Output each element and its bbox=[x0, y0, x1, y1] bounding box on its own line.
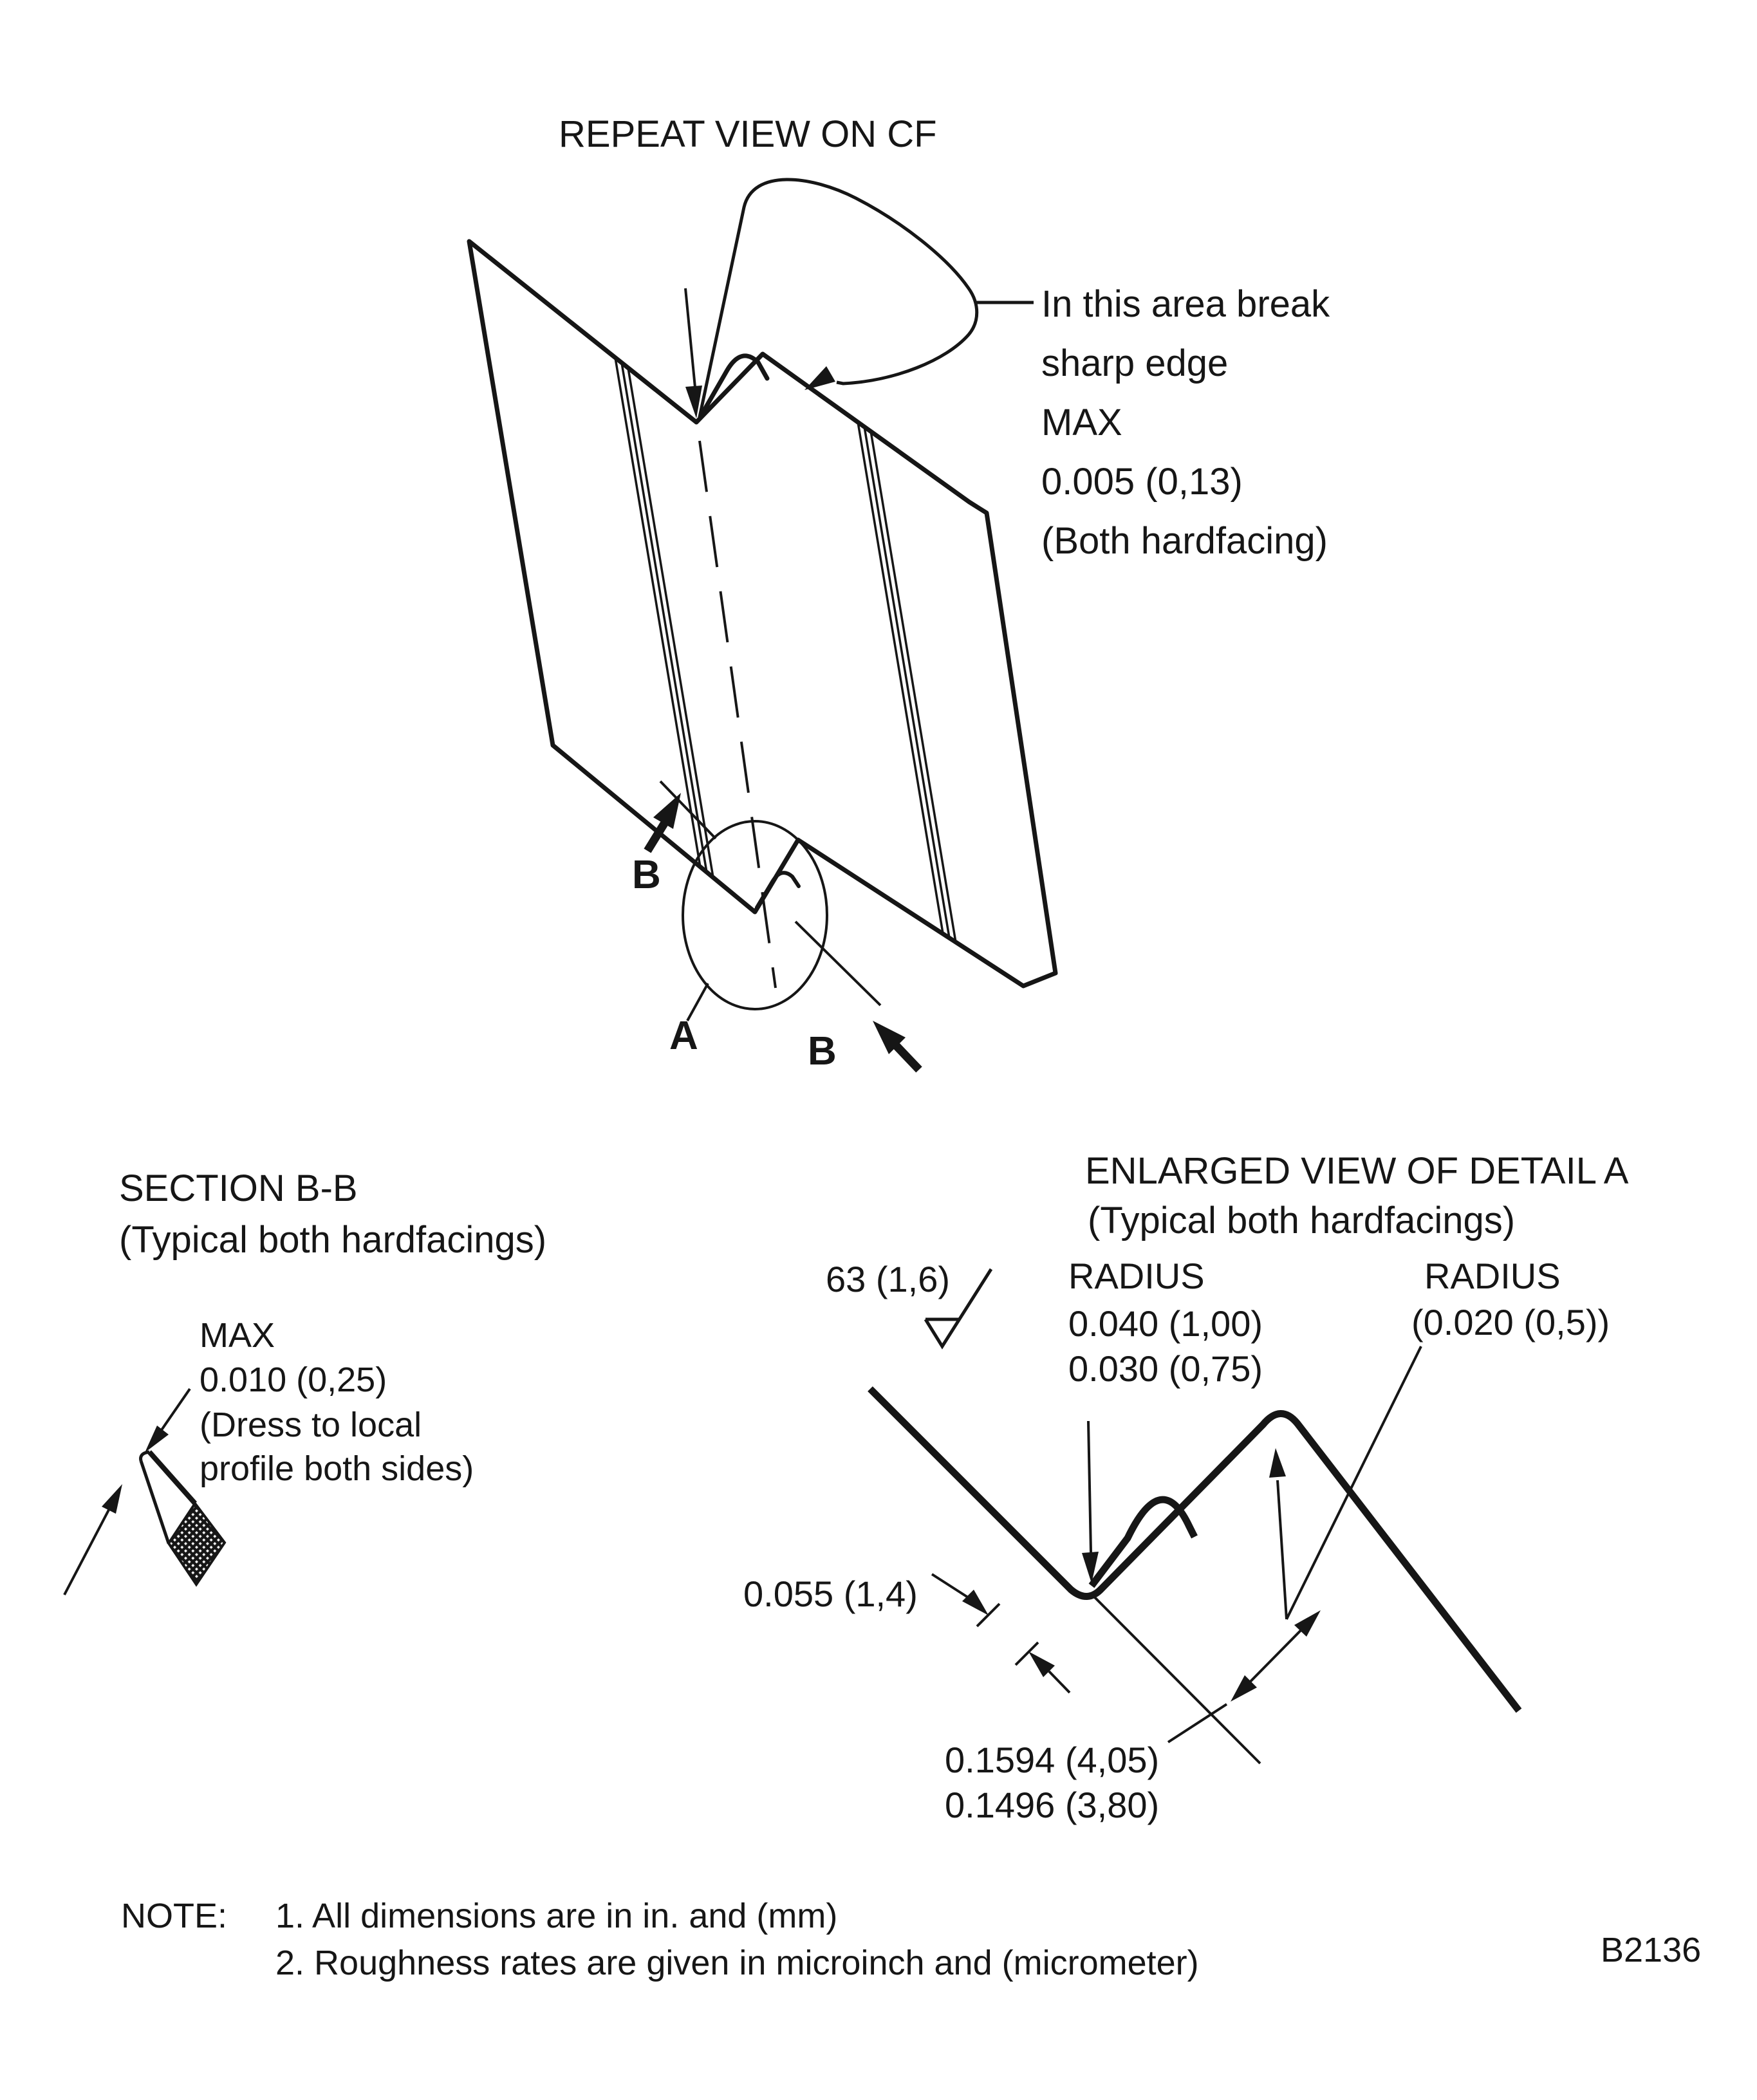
hardfacing-strip-right bbox=[858, 422, 956, 942]
hardfacing-strip-line bbox=[871, 431, 956, 942]
notes-label: NOTE: bbox=[121, 1897, 228, 1935]
annotation-line: MAX bbox=[1041, 402, 1122, 443]
notch-pointer-line bbox=[685, 288, 695, 387]
hardfacing-strip-line bbox=[615, 358, 700, 867]
detail-circle bbox=[683, 821, 827, 1009]
section-bb-callout-line: profile both sides) bbox=[200, 1449, 474, 1488]
radius-right-arrow-shaft bbox=[1278, 1480, 1287, 1619]
roughness-value: 63 (1,6) bbox=[826, 1259, 950, 1299]
section-bb-callout-line: MAX bbox=[200, 1316, 275, 1355]
section-cut-line bbox=[795, 922, 880, 1005]
enlarged-title: ENLARGED VIEW OF DETAIL A bbox=[1085, 1150, 1629, 1192]
blade-tip bbox=[141, 1452, 149, 1461]
view-labels bbox=[632, 853, 837, 1073]
dim-depth-value: 0.055 (1,4) bbox=[743, 1574, 918, 1614]
hardfacing-strip-line bbox=[622, 363, 707, 872]
blade-back-line bbox=[141, 1461, 169, 1543]
label-b-bottom: B bbox=[808, 1029, 837, 1073]
section-arrow-bottom-shaft bbox=[893, 1043, 919, 1070]
hardfacing-strip-left bbox=[615, 358, 713, 877]
radius-right-line: RADIUS bbox=[1424, 1256, 1561, 1296]
figure-number: B2136 bbox=[1601, 1931, 1702, 1969]
label-b-top: B bbox=[632, 853, 661, 897]
balloon-leader bbox=[700, 180, 977, 417]
max-gap-arrowhead-icon bbox=[145, 1426, 169, 1453]
annotation-line: In this area break bbox=[1041, 283, 1330, 325]
max-gap-lower-arrowhead-icon bbox=[102, 1484, 122, 1514]
edge-break-annotation bbox=[1041, 283, 1330, 562]
balloon-arrowhead-icon bbox=[804, 366, 835, 390]
note-item: 1. All dimensions are in in. and (mm) bbox=[275, 1897, 838, 1935]
hardfacing-strip-line bbox=[858, 422, 943, 933]
annotation-line: (Both hardfacing) bbox=[1041, 520, 1328, 562]
note-item: 2. Roughness rates are given in microinch and (micrometer) bbox=[275, 1944, 1199, 1982]
radius-left-line: RADIUS bbox=[1068, 1256, 1205, 1296]
dim-depth-tail bbox=[1049, 1671, 1070, 1693]
edge-profile bbox=[870, 1389, 1519, 1711]
radius-right-arrowhead-icon bbox=[1269, 1448, 1286, 1478]
section-bb-subtitle: (Typical both hardfacings) bbox=[119, 1219, 547, 1261]
section-bb-callout-line: 0.010 (0,25) bbox=[200, 1361, 387, 1399]
radius-left-line: 0.030 (0,75) bbox=[1068, 1348, 1263, 1389]
radius-right-line: (0.020 (0,5)) bbox=[1411, 1302, 1610, 1343]
annotation-line: 0.005 (0,13) bbox=[1041, 461, 1243, 503]
dim-depth-leader bbox=[932, 1574, 968, 1597]
dim-width-leader bbox=[1168, 1704, 1227, 1742]
dim-width-line: 0.1496 (3,80) bbox=[945, 1785, 1160, 1825]
center-line bbox=[700, 441, 776, 988]
notes bbox=[121, 1897, 1199, 1982]
hardfacing-strip-line bbox=[864, 427, 949, 938]
dim-depth-arrowhead-icon bbox=[962, 1590, 989, 1615]
hardfacing-section-hatch bbox=[169, 1503, 225, 1584]
dim-width-line: 0.1594 (4,05) bbox=[945, 1740, 1160, 1780]
enlarged-detail-view bbox=[743, 1150, 1629, 1825]
plate-outline bbox=[469, 241, 1055, 986]
section-arrow-top-arrowhead-icon bbox=[653, 793, 681, 829]
radius-left-line: 0.040 (1,00) bbox=[1068, 1303, 1263, 1344]
repeat-view bbox=[469, 113, 1330, 1073]
section-bb-callout-line: (Dress to local bbox=[200, 1406, 422, 1444]
annotation-line: sharp edge bbox=[1041, 342, 1229, 384]
section-bb-view bbox=[64, 1167, 546, 1595]
label-a: A bbox=[669, 1014, 698, 1058]
enlarged-subtitle: (Typical both hardfacings) bbox=[1088, 1200, 1516, 1241]
blade-surface-line bbox=[149, 1452, 195, 1503]
section-bb-title: SECTION B-B bbox=[119, 1167, 358, 1209]
repeat-view-title: REPEAT VIEW ON CF bbox=[559, 113, 937, 155]
max-gap-lower-line bbox=[64, 1496, 116, 1595]
radius-left-leader bbox=[1088, 1421, 1091, 1552]
radius-right-leader bbox=[1287, 1346, 1421, 1619]
